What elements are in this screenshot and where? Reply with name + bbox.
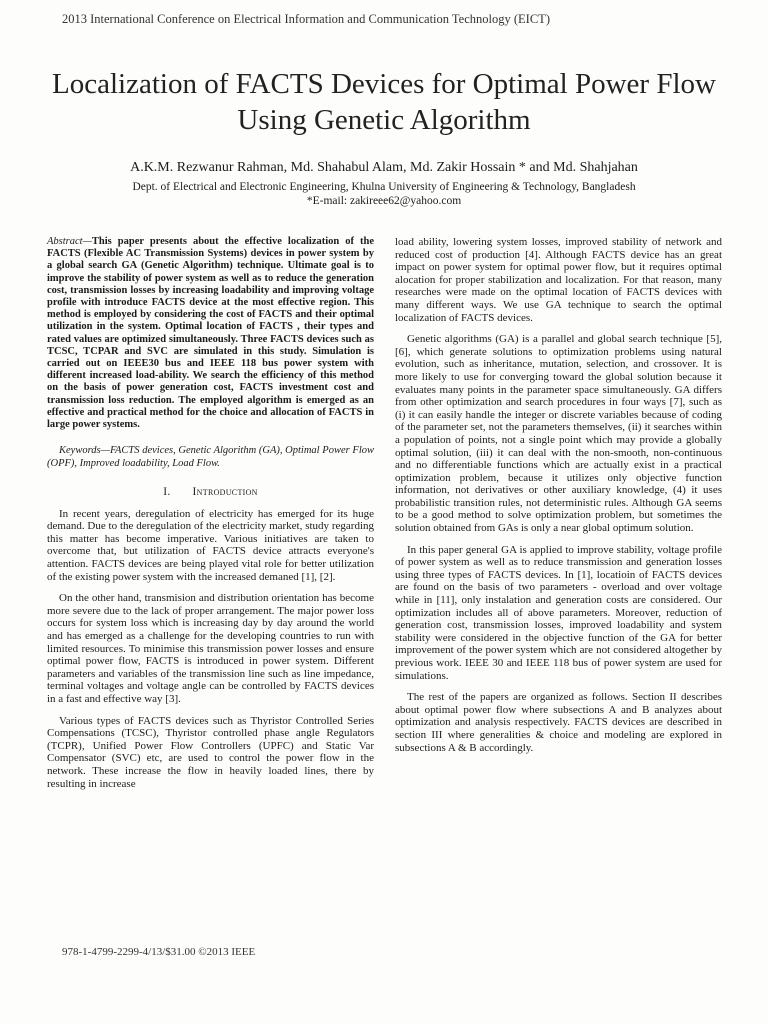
body-paragraph: On the other hand, transmision and distribution orientation has become more severe due to the lack of proper arrangement. The major power loss occurs for system loss which is increasing day by day around the world and has emerged as a challenge for the developing countries to run with limited resources. To minimise this transmission power losses and ensure optimal power flow, FACTS is introduced in power system. Different parameters and variables of the transmission line such as line impedance, terminal voltages and voltage angle can be controlled by FACTS devices in a fast and effective way [3].	[47, 592, 374, 705]
affiliation: Dept. of Electrical and Electronic Engineering, Khulna University of Engineering & Technology, Bangladesh	[132, 181, 636, 193]
copyright-footer: 978-1-4799-2299-4/13/$31.00 ©2013 IEEE	[62, 946, 256, 958]
body-paragraph: Genetic algorithms (GA) is a parallel and global search technique [5], [6], which generate solutions to optimization problems using natural evolution, such as inheritance, mutation, selection, and crossover. It is more likely to use for converging toward the global solution because it evaluates many points in the parameter space simultaneously. GA differs from other optimization and search procedures in four ways [7], such as (i) it can easily handle the integer or discrete variables because of coding of the parameter set, not the parameters themselves, (ii) it searches within a population of points, not a single point which may provide a globally optimal solution, (iii) it can deal with the non-smooth, non-continuous and no differentiable functions which are actually exist in a practical optimization problem, because it utilizes only objective function information, not derivatives or other auxiliary knowledge, (4) it uses probabilistic transition rules, not deterministic rules. Although GA seems to be a good method to solve optimization problem, but sometimes the solution obtained from GAs is only a near global optimum solution.	[395, 333, 722, 535]
abstract	[47, 236, 374, 431]
paper-title: Localization of FACTS Devices for Optimal Power Flow Using Genetic Algorithm	[52, 68, 716, 136]
author-list: A.K.M. Rezwanur Rahman, Md. Shahabul Alam, Md. Zakir Hossain * and Md. Shahjahan	[130, 160, 638, 175]
abstract-body: This paper presents about the effective localization of the FACTS (Flexible AC Transmission Systems) devices in power system by a global search GA (Genetic Algorithm) technique. Ultimate goal is to improve the stability of power system as well as to reduce the generation cost, transmission losses by increasing loadability and improving voltage profile with introduce FACTS device at the most effective region. This method is employed by considering the cost of FACTS and their optimal utilization in the system. Optimal location of FACTS , their types and rated values are optimized simultaneously. Three FACTS devices such as TCSC, TCPAR and SVC are simulated in this study. Simulation is carried out on IEEE30 bus and IEEE 118 bus power system with different increased load-ability. We search the efficiency of this method on the basis of power generation cost, FACTS investment cost and transmission loss reduction. The employed algorithm is emerged as an effective and practical method for the choice and allocation of FACTS in large power systems.	[47, 236, 374, 431]
abstract-lead: Abstract—	[47, 236, 92, 247]
body-paragraph: In recent years, deregulation of electricity has emerged for its huge demand. Due to the deregulation of the electricity market, study regarding this matter has become imperative. Various initiatives are taken to overcome that, but utilization of FACTS device attracts everyone's attention. FACTS devices are being played vital role for better utilization of the existing power system with the increased demaned [1], [2].	[47, 507, 374, 583]
section-number: I.	[163, 486, 171, 499]
section-title: Introduction	[192, 486, 258, 499]
body-paragraph: The rest of the papers are organized as follows. Section II describes about optimal power flow where subsections A and B analyzes about optimization and analysis respectively. FACTS devices are described in section III where generalities & choice and modeling are explored in subsections A & B accordingly.	[395, 691, 722, 754]
keywords: Keywords—FACTS devices, Genetic Algorithm (GA), Optimal Power Flow (OPF), Improved loadability, Load Flow.	[47, 445, 374, 469]
contact-email: *E-mail: zakireee62@yahoo.com	[306, 195, 462, 207]
body-paragraph: Various types of FACTS devices such as Thyristor Controlled Series Compensations (TCSC), Thyristor controlled phase angle Regulators (TCPR), Unified Power Flow Controllers (UPFC) and Static Var Compensator (SVC) etc, are used to control the power flow in the network. These increase the flow in heavily loaded lines, there by resulting in increase	[47, 714, 374, 790]
left-column	[47, 236, 374, 799]
conference-header: 2013 International Conference on Electrical Information and Communication Technology (EICT)	[62, 12, 550, 26]
section-heading-introduction	[47, 486, 374, 499]
body-paragraph: load ability, lowering system losses, improved stability of network and reduced cost of production [4]. Although FACTS device has an great impact on power system for optimal power flow, but it requires optimal alocation for proper stabilization and localization. For that reason, many researches were made on the optimal location of FACTS devices with many different ways. We use GA technique to search the optimal localization of FACTS devices.	[395, 236, 722, 324]
body-paragraph: In this paper general GA is applied to improve stability, voltage profile of power system as well as to reduce transmission and generation losses using three types of FACTS devices. In [1], locatioin of FACTS devices are found on the basis of two parameters - overload and over voltage while in [11], only instalation and generation costs are considered. Our optimization includes all of above parameters. Moreover, reduction of generation cost, transmission losses, improved loadability and system stability were considered in the objective function of the GA for better improvement of the power system which are not considered altogether by previous work. IEEE 30 and IEEE 118 bus of power system are used for simulations.	[395, 543, 722, 682]
right-column	[395, 236, 722, 763]
